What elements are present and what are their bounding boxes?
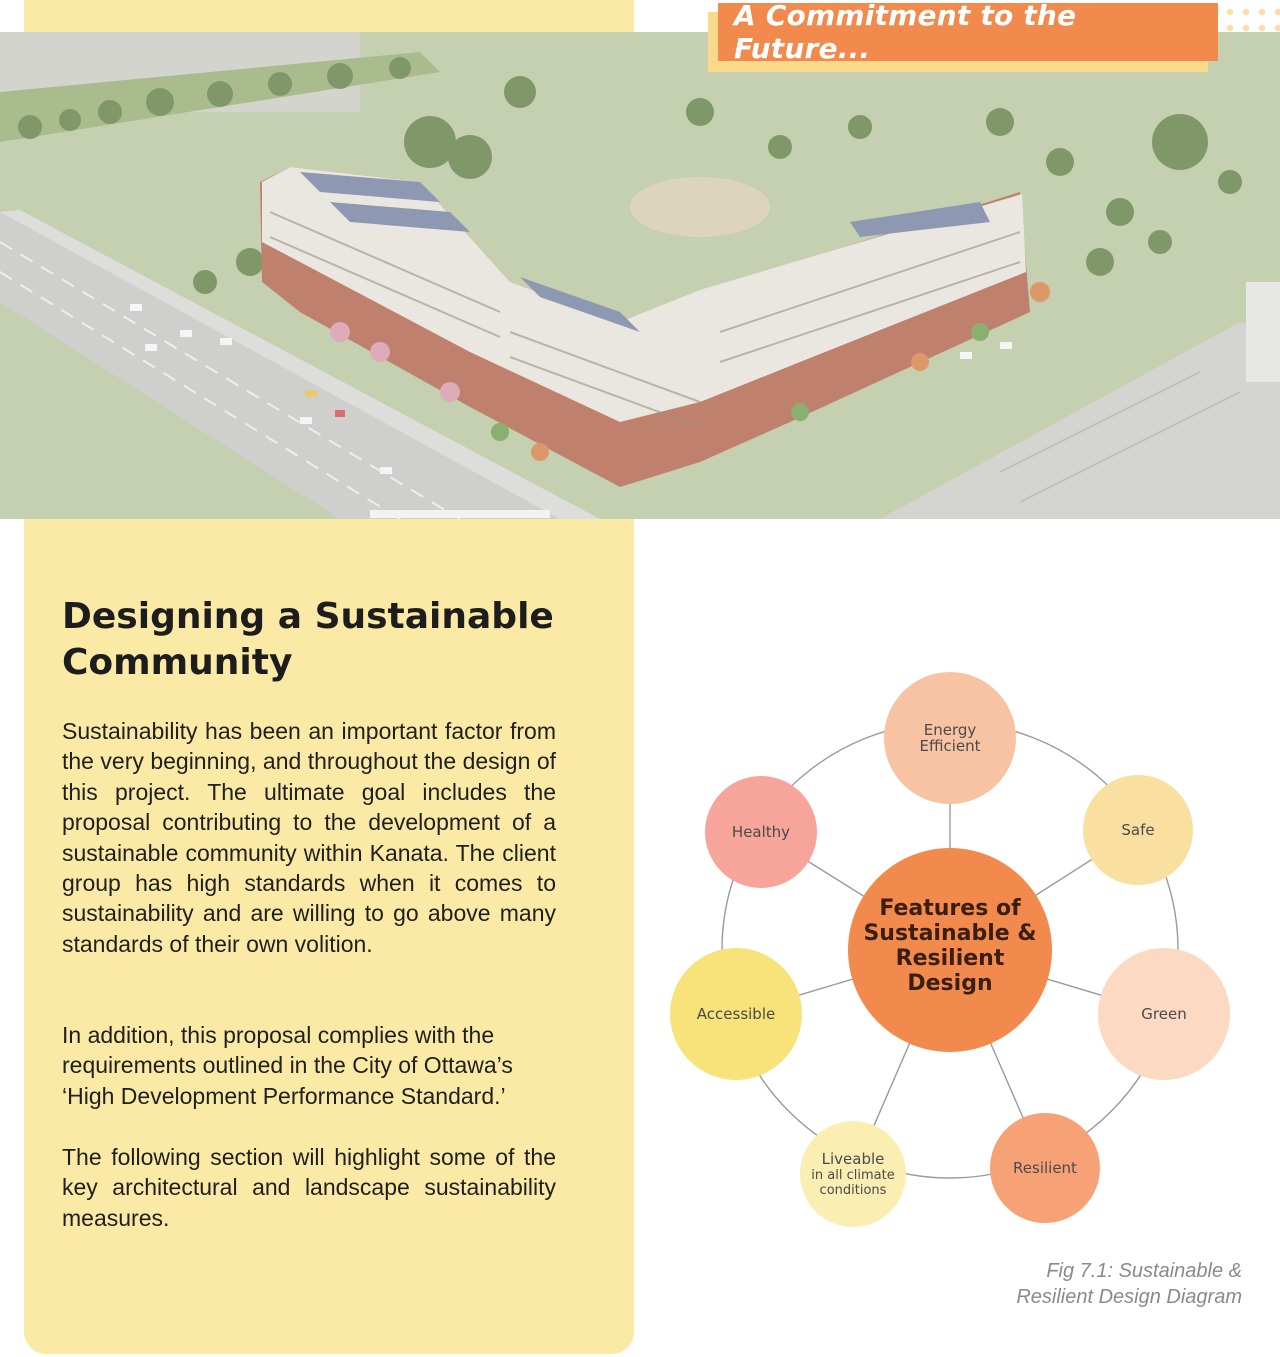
banner-title: A Commitment to the Future... — [734, 0, 1077, 65]
section-banner — [718, 0, 1218, 65]
center-label-line: Features of — [879, 896, 1021, 921]
caption-line-2: Resilient Design Diagram — [1016, 1286, 1242, 1308]
figure-caption — [922, 1258, 1242, 1310]
node-label-green — [1141, 1005, 1186, 1023]
node-label-healthy — [732, 823, 790, 841]
heading-line-2: Community — [62, 642, 293, 683]
node-label-line: Liveable — [821, 1150, 885, 1168]
node-label-line: Resilient — [1013, 1159, 1077, 1177]
node-label-line: Green — [1141, 1005, 1187, 1023]
node-label-line: Energy — [923, 721, 977, 739]
node-label-line: Safe — [1121, 821, 1155, 839]
center-label-line: Design — [907, 971, 993, 996]
heading-line-1: Designing a Sustainable — [62, 596, 554, 637]
node-label-accessible — [697, 1005, 775, 1023]
node-label-resilient — [1013, 1159, 1077, 1177]
sustainability-diagram — [660, 660, 1260, 1240]
node-label-safe — [1121, 821, 1154, 839]
paragraph-following-section: The following section will highlight some of the key architectural and landscape sustainability measures. — [62, 1144, 556, 1231]
node-label-line: Accessible — [696, 1005, 776, 1023]
node-label-energy-efficient — [919, 721, 980, 755]
center-label-line: Sustainable & — [863, 921, 1037, 946]
page-heading — [62, 594, 582, 686]
aerial-rendering-image — [0, 32, 1280, 519]
node-label-liveable — [811, 1150, 894, 1198]
center-label-line: Resilient — [895, 946, 1005, 971]
node-label-line: Efficient — [919, 737, 981, 755]
node-label-line: in all climate — [811, 1168, 895, 1183]
paragraph-intro: Sustainability has been an important factor from the very beginning, and throughout the design of this project. The ultimate goal includes the proposal contributing to the development of a sustainable community within Kanata. The client group has high standards when it comes to sustainability and are willing to go above many standards of their own volition. — [62, 718, 556, 957]
node-label-line: conditions — [819, 1183, 887, 1198]
paragraph-compliance: In addition, this proposal complies with the requirements outlined in the City of Ottawa’s ‘High Development Performance Standard.’ — [62, 1022, 513, 1109]
node-label-line: Healthy — [731, 823, 791, 841]
caption-line-1: Fig 7.1: Sustainable & — [1046, 1260, 1242, 1282]
